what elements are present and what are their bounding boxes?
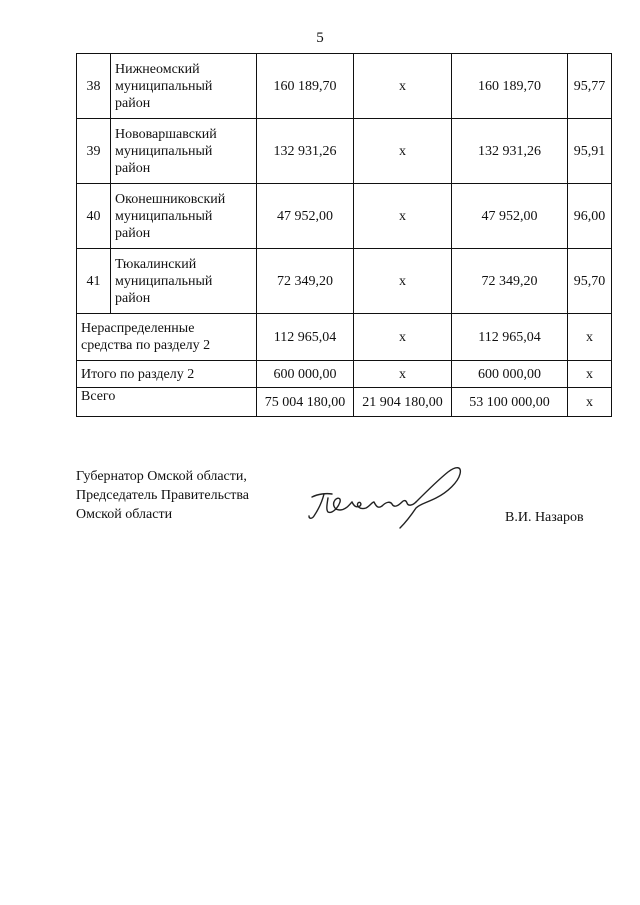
signatory-title-line: Омской области [76,507,173,522]
summary-label: Всего [77,388,257,417]
amount-cell: 72 349,20 [257,249,354,314]
municipality-name: Оконешниковский муниципальный район [111,184,257,249]
second-amount-cell: х [354,314,452,361]
percent-cell: х [568,361,612,388]
second-amount-cell: 21 904 180,00 [354,388,452,417]
page-number: 5 [316,30,324,46]
row-number: 40 [77,184,111,249]
municipality-name: Тюкалинский муниципальный район [111,249,257,314]
amount-cell: 600 000,00 [257,361,354,388]
table-row [77,184,612,249]
budget-table [76,53,612,417]
summary-row-section-total [77,361,612,388]
amount-cell: 160 189,70 [257,54,354,119]
third-amount-cell: 600 000,00 [452,361,568,388]
percent-cell: 95,70 [568,249,612,314]
signer-name: В.И. Назаров [505,510,584,525]
third-amount-cell: 160 189,70 [452,54,568,119]
summary-row-grand-total [77,388,612,417]
third-amount-cell: 72 349,20 [452,249,568,314]
row-number: 39 [77,119,111,184]
percent-cell: х [568,314,612,361]
amount-cell: 132 931,26 [257,119,354,184]
municipality-name: Нижнеомский муниципальный район [111,54,257,119]
third-amount-cell: 53 100 000,00 [452,388,568,417]
percent-cell: х [568,388,612,417]
second-amount-cell: х [354,249,452,314]
third-amount-cell: 47 952,00 [452,184,568,249]
second-amount-cell: х [354,119,452,184]
summary-row-unallocated [77,314,612,361]
third-amount-cell: 132 931,26 [452,119,568,184]
amount-cell: 112 965,04 [257,314,354,361]
amount-cell: 75 004 180,00 [257,388,354,417]
handwritten-signature [300,456,470,532]
second-amount-cell: х [354,184,452,249]
row-number: 38 [77,54,111,119]
percent-cell: 95,91 [568,119,612,184]
row-number: 41 [77,249,111,314]
amount-cell: 47 952,00 [257,184,354,249]
municipality-name: Нововаршавский муниципальный район [111,119,257,184]
signatory-title [76,467,249,524]
percent-cell: 95,77 [568,54,612,119]
signatory-title-line: Губернатор Омской области, [76,469,247,484]
signatory-title-line: Председатель Правительства [76,488,249,503]
percent-cell: 96,00 [568,184,612,249]
second-amount-cell: х [354,361,452,388]
summary-label: Итого по разделу 2 [77,361,257,388]
table-row [77,119,612,184]
third-amount-cell: 112 965,04 [452,314,568,361]
table-row [77,249,612,314]
table-row [77,54,612,119]
second-amount-cell: х [354,54,452,119]
summary-label: Нераспределенные средства по разделу 2 [77,314,257,361]
